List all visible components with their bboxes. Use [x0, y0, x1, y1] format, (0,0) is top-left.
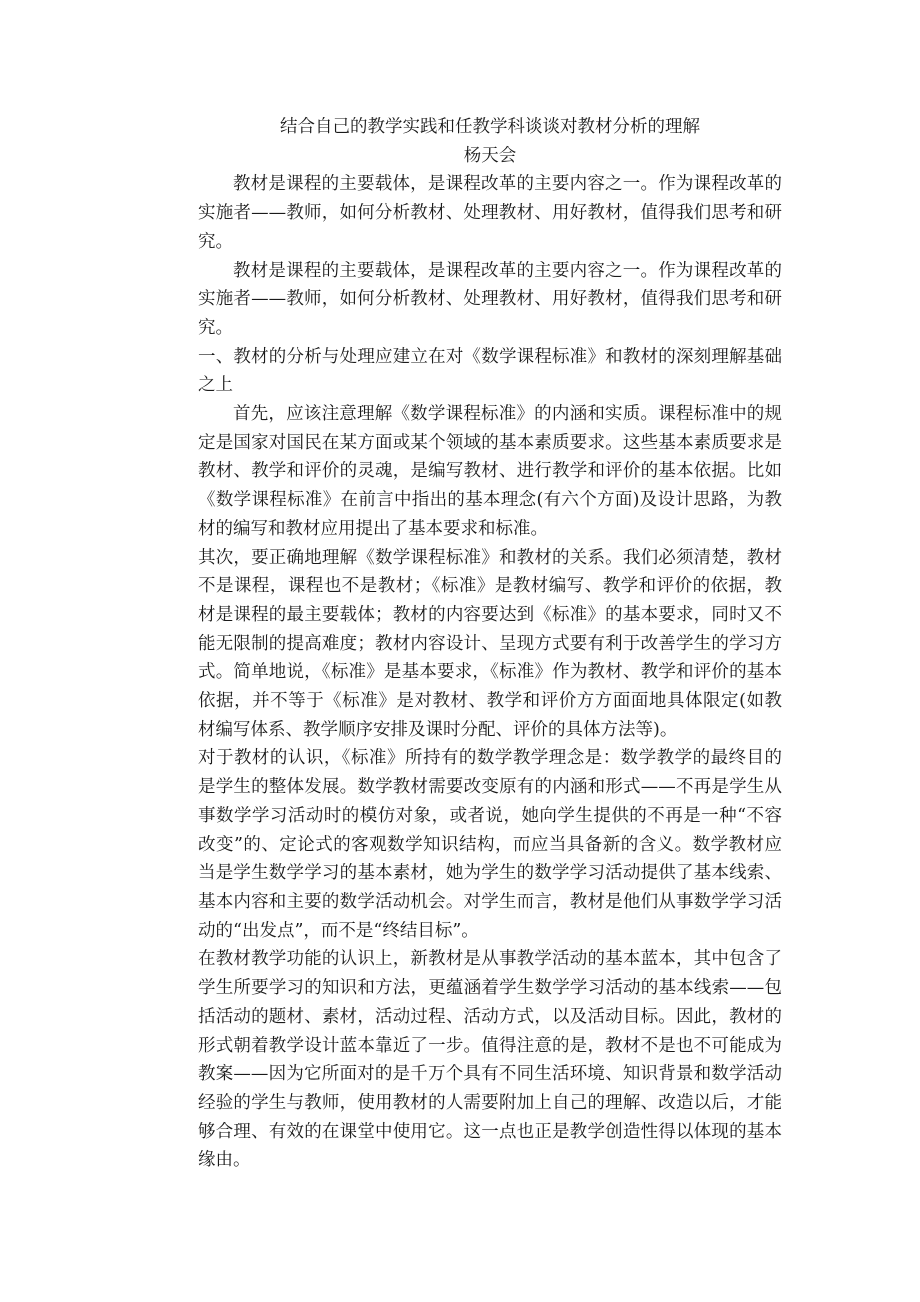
paragraph-second: 其次，要正确地理解《数学课程标准》和教材的关系。我们必须清楚，教材不是课程，课程也不是教材；《标准》是教材编写、教学和评价的依据，教材是课程的最主要载体；教材的内容要达到《标准》的基本要求，同时又不能无限制的提高难度；教材内容设计、呈现方式要有利于改善学生的学习方式。简单地说，《标准》是基本要求，《标准》作为教材、教学和评价的基本依据，并不等于《标准》是对教材、教学和评价方方面面地具体限定(如教材编写体系、教学顺序安排及课时分配、评价的具体方法等)。: [198, 547, 782, 740]
document-title: 结合自己的教学实践和任教学科谈谈对教材分析的理解: [280, 117, 700, 137]
document-page: [198, 113, 782, 1175]
paragraph-textbook-understanding: 对于教材的认识，《标准》所持有的数学教学理念是：数学教学的最终目的是学生的整体发展。数学教材需要改变原有的内涵和形式——不再是学生从事数学学习活动时的模仿对象，或者说，她向学生提供的不再是一种“不容改变”的、定论式的客观数学知识结构，而应当具备新的含义。数学教材应当是学生数学学习的基本素材，她为学生的数学学习活动提供了基本线索、基本内容和主要的数学活动机会。对学生而言，教材是他们从事数学学习活动的“出发点”，而不是“终结目标”。: [198, 748, 782, 941]
paragraph-first: 首先，应该注意理解《数学课程标准》的内涵和实质。课程标准中的规定是国家对国民在某方面或某个领域的基本素质要求。这些基本素质要求是教材、教学和评价的灵魂，是编写教材、进行教学和评价的基本依据。比如《数学课程标准》在前言中指出的基本理念(有六个方面)及设计思路，为教材的编写和教材应用提出了基本要求和标准。: [198, 404, 782, 539]
paragraph-intro-2: 教材是课程的主要载体，是课程改革的主要内容之一。作为课程改革的实施者——教师，如何分析教材、处理教材、用好教材，值得我们思考和研究。: [198, 260, 782, 338]
paragraph-intro-1: 教材是课程的主要载体，是课程改革的主要内容之一。作为课程改革的实施者——教师，如何分析教材、处理教材、用好教材，值得我们思考和研究。: [198, 174, 782, 252]
section-heading-1: 一、教材的分析与处理应建立在对《数学课程标准》和教材的深刻理解基础之上: [198, 346, 782, 396]
paragraph-textbook-function: 在教材教学功能的认识上，新教材是从事教学活动的基本蓝本，其中包含了学生所要学习的知识和方法，更蕴涵着学生数学学习活动的基本线索——包括活动的题材、素材，活动过程、活动方式，以及活动目标。因此，教材的形式朝着教学设计蓝本靠近了一步。值得注意的是，教材不是也不可能成为教案——因为它所面对的是千万个具有不同生活环境、知识背景和数学活动经验的学生与教师，使用教材的人需要附加上自己的理解、改造以后，才能够合理、有效的在课堂中使用它。这一点也正是教学创造性得以体现的基本缘由。: [198, 949, 782, 1171]
document-author: 杨天会: [463, 145, 517, 166]
